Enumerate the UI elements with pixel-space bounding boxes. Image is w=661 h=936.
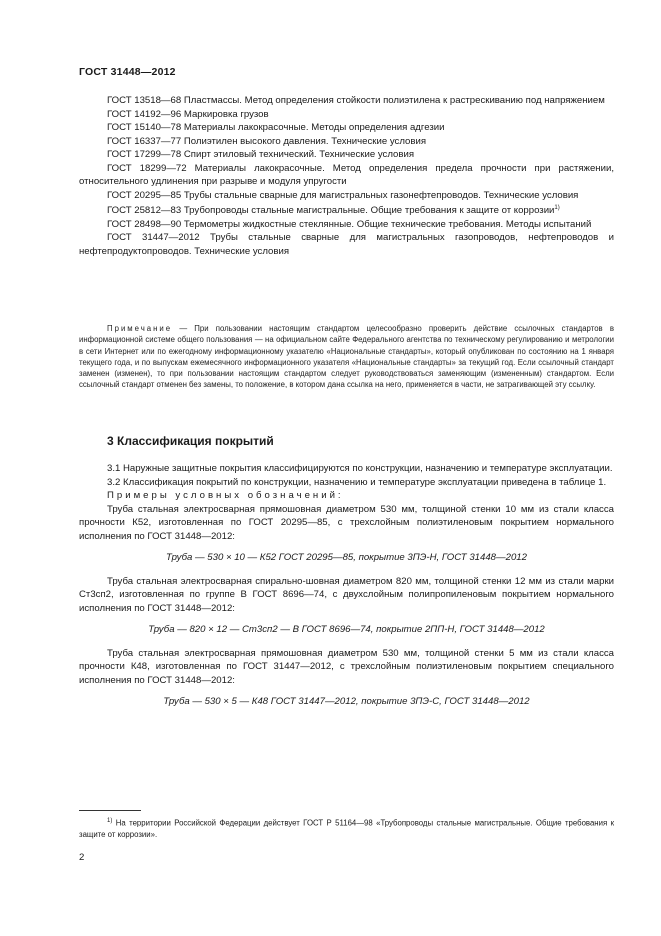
reference-item: ГОСТ 17299—78 Спирт этиловый технический. Технические условия <box>107 149 415 160</box>
section-body <box>79 462 614 719</box>
examples-label-text: Примеры условных обозначений: <box>107 490 344 501</box>
example-description: Труба стальная электросварная спирально-шовная диаметром 820 мм, толщиной стенки 12 мм из стали марки Ст3сп2, изготовленная по группе В ГОСТ 8696—74, с двухслойным полипропиленовым покрытием нормального исполнения по ГОСТ 31448—2012: <box>79 575 614 614</box>
reference-item: ГОСТ 14192—96 Маркировка грузов <box>107 108 269 120</box>
example-designation: Труба — 820 × 12 — Ст3сп2 — В ГОСТ 8696—74, покрытие 2ПП-Н, ГОСТ 31448—2012 <box>148 624 545 635</box>
clause-3-2: 3.2 Классификация покрытий по конструкции, назначению и температуре эксплуатации приведена в таблице 1. <box>107 476 607 488</box>
note-text: — При пользовании настоящим стандартом целесообразно проверить действие ссылочных стандартов в информационной системе общего пользования — на официальном сайте Федерального агентства по техническому регулированию и метрологии в сети Интернет или по ежегодному информационному указателю «Национальные стандарты», который опубликован по состоянию на 1 января текущего года, и по выпускам ежемесячного информационного указателя «Национальные стандарты» за текущий год. Если ссылочный стандарт заменен (изменен), то при пользовании настоящим стандартом следует руководствоваться заменяющим (измененным) стандартом. Если ссылочный стандарт отменен без замены, то положение, в котором дана ссылка на него, применяется в части, не затрагивающей эту ссылку. <box>79 324 614 390</box>
examples-label <box>79 489 614 503</box>
note-block <box>79 323 614 391</box>
reference-item-with-footnote <box>79 202 614 218</box>
page-number: 2 <box>79 852 85 863</box>
reference-text: ГОСТ 25812—83 Трубопроводы стальные магистральные. Общие требования к защите от коррозии <box>107 205 555 217</box>
reference-item: ГОСТ 15140—78 Материалы лакокрасочные. Методы определения адгезии <box>107 122 445 133</box>
reference-item: ГОСТ 16337—77 Полиэтилен высокого давления. Технические условия <box>107 135 427 147</box>
footnote <box>79 816 614 840</box>
footnote-marker[interactable]: 1) <box>554 205 560 211</box>
note-label: Примечание <box>107 324 173 333</box>
example-description: Труба стальная электросварная прямошовная диаметром 530 мм, толщиной стенки 10 мм из стали класса прочности К52, изготовленная по ГОСТ 20295—85, с трехслойным полиэтиленовым покрытием нормального исполнения по ГОСТ 31448—2012: <box>79 503 614 542</box>
example-description: Труба стальная электросварная прямошовная диаметром 530 мм, толщиной стенки 5 мм из стали класса прочности К48, изготовленная по ГОСТ 31447—2012, с трехслойным полиэтиленовым покрытием специального исполнения по ГОСТ 31448—2012: <box>79 647 614 686</box>
reference-item: ГОСТ 28498—90 Термометры жидкостные стеклянные. Общие технические требования. Методы испытаний <box>107 218 592 230</box>
reference-item: ГОСТ 18299—72 Материалы лакокрасочные. Метод определения предела прочности при растяжении, относительного удлинения при разрыве и модуля упругости <box>79 162 614 187</box>
document-header: ГОСТ 31448—2012 <box>79 66 176 78</box>
clause-3-1: 3.1 Наружные защитные покрытия классифицируются по конструкции, назначению и температуре эксплуатации. <box>107 463 613 474</box>
reference-item: ГОСТ 31447—2012 Трубы стальные сварные для магистральных газопроводов, нефтепроводов и нефтепродуктопроводов. Технические условия <box>79 232 614 257</box>
section-heading: 3 Классификация покрытий <box>107 434 274 448</box>
example-designation: Труба — 530 × 5 — К48 ГОСТ 31447—2012, покрытие 3ПЭ-С, ГОСТ 31448—2012 <box>163 696 530 707</box>
footnote-mark: 1) <box>107 818 113 824</box>
reference-item: ГОСТ 13518—68 Пластмассы. Метод определения стойкости полиэтилена к растрескиванию под напряжением <box>107 95 605 106</box>
reference-item: ГОСТ 20295—85 Трубы стальные сварные для магистральных газонефтепроводов. Технические условия <box>107 189 579 201</box>
footnote-text: На территории Российской Федерации действует ГОСТ Р 51164—98 «Трубопроводы стальные магистральные. Общие требования к защите от коррозии». <box>79 818 614 839</box>
footnote-divider <box>79 810 141 811</box>
example-designation: Труба — 530 × 10 — К52 ГОСТ 20295—85, покрытие 3ПЭ-Н, ГОСТ 31448—2012 <box>166 552 527 563</box>
normative-references <box>79 94 614 258</box>
